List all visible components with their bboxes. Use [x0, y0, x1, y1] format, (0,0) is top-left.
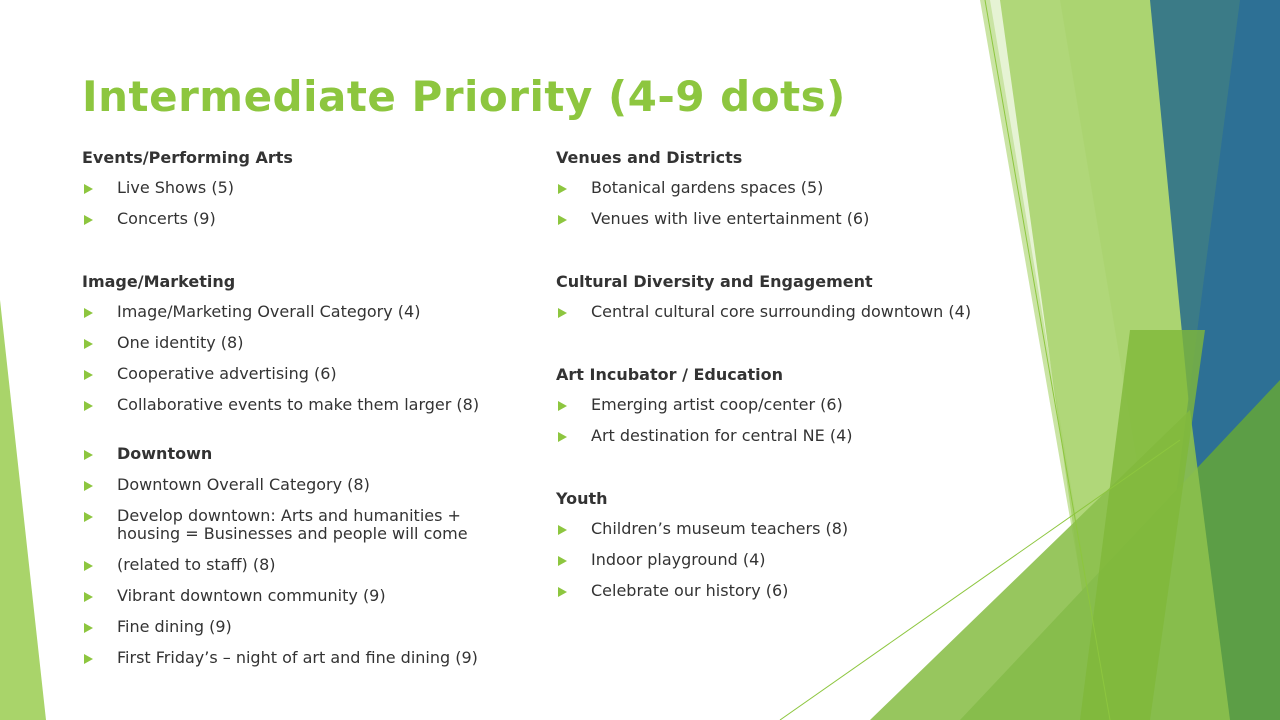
left-green-sliver	[0, 300, 46, 720]
list-item: Venues with live entertainment (6)	[556, 210, 1016, 228]
triangle-bullet-icon	[558, 184, 567, 194]
triangle-bullet-icon	[84, 654, 93, 664]
section-heading-youth: Youth	[556, 489, 608, 508]
list-item: First Friday’s – night of art and fine dining (9)	[82, 649, 522, 667]
triangle-bullet-icon	[84, 481, 93, 491]
list-item: Vibrant downtown community (9)	[82, 587, 522, 605]
list-item: Indoor playground (4)	[556, 551, 1016, 569]
section-heading-image-marketing: Image/Marketing	[82, 272, 236, 291]
triangle-bullet-icon	[84, 401, 93, 411]
list-item: Botanical gardens spaces (5)	[556, 179, 1016, 197]
triangle-bullet-icon	[558, 556, 567, 566]
triangle-bullet-icon	[84, 308, 93, 318]
list-item: Celebrate our history (6)	[556, 582, 1016, 600]
triangle-bullet-icon	[84, 623, 93, 633]
list-item: Develop downtown: Arts and humanities + housing = Businesses and people will come	[82, 507, 522, 543]
triangle-bullet-icon	[84, 561, 93, 571]
list-item: Emerging artist coop/center (6)	[556, 396, 1016, 414]
section-heading-events: Events/Performing Arts	[82, 148, 293, 167]
triangle-bullet-icon	[84, 370, 93, 380]
triangle-bullet-icon	[558, 308, 567, 318]
list-item: Concerts (9)	[82, 210, 522, 228]
list-item: Downtown Overall Category (8)	[82, 476, 522, 494]
triangle-bullet-icon	[84, 512, 93, 522]
list-item: Cooperative advertising (6)	[82, 365, 522, 383]
list-item: Live Shows (5)	[82, 179, 522, 197]
section-heading-cultural: Cultural Diversity and Engagement	[556, 272, 873, 291]
triangle-bullet-icon	[84, 215, 93, 225]
list-item: Image/Marketing Overall Category (4)	[82, 303, 522, 321]
list-item: (related to staff) (8)	[82, 556, 522, 574]
list-item: Fine dining (9)	[82, 618, 522, 636]
section-heading-venues: Venues and Districts	[556, 148, 743, 167]
list-item: One identity (8)	[82, 334, 522, 352]
list-item: Children’s museum teachers (8)	[556, 520, 1016, 538]
triangle-bullet-icon	[84, 339, 93, 349]
list-item: Art destination for central NE (4)	[556, 427, 1016, 445]
list-item: Central cultural core surrounding downtown (4)	[556, 303, 1016, 321]
list-item: Collaborative events to make them larger (8)	[82, 396, 522, 414]
triangle-bullet-icon	[84, 592, 93, 602]
triangle-bullet-icon	[558, 432, 567, 442]
triangle-bullet-icon	[558, 215, 567, 225]
list-item-downtown-heading: Downtown	[82, 445, 522, 463]
triangle-bullet-icon	[84, 184, 93, 194]
slide-title: Intermediate Priority (4-9 dots)	[82, 72, 846, 121]
right-column	[556, 148, 1016, 613]
triangle-bullet-icon	[558, 587, 567, 597]
triangle-bullet-icon	[558, 525, 567, 535]
triangle-bullet-icon	[558, 401, 567, 411]
left-column	[82, 148, 522, 680]
triangle-bullet-icon	[84, 450, 93, 460]
section-heading-art-incubator: Art Incubator / Education	[556, 365, 784, 384]
